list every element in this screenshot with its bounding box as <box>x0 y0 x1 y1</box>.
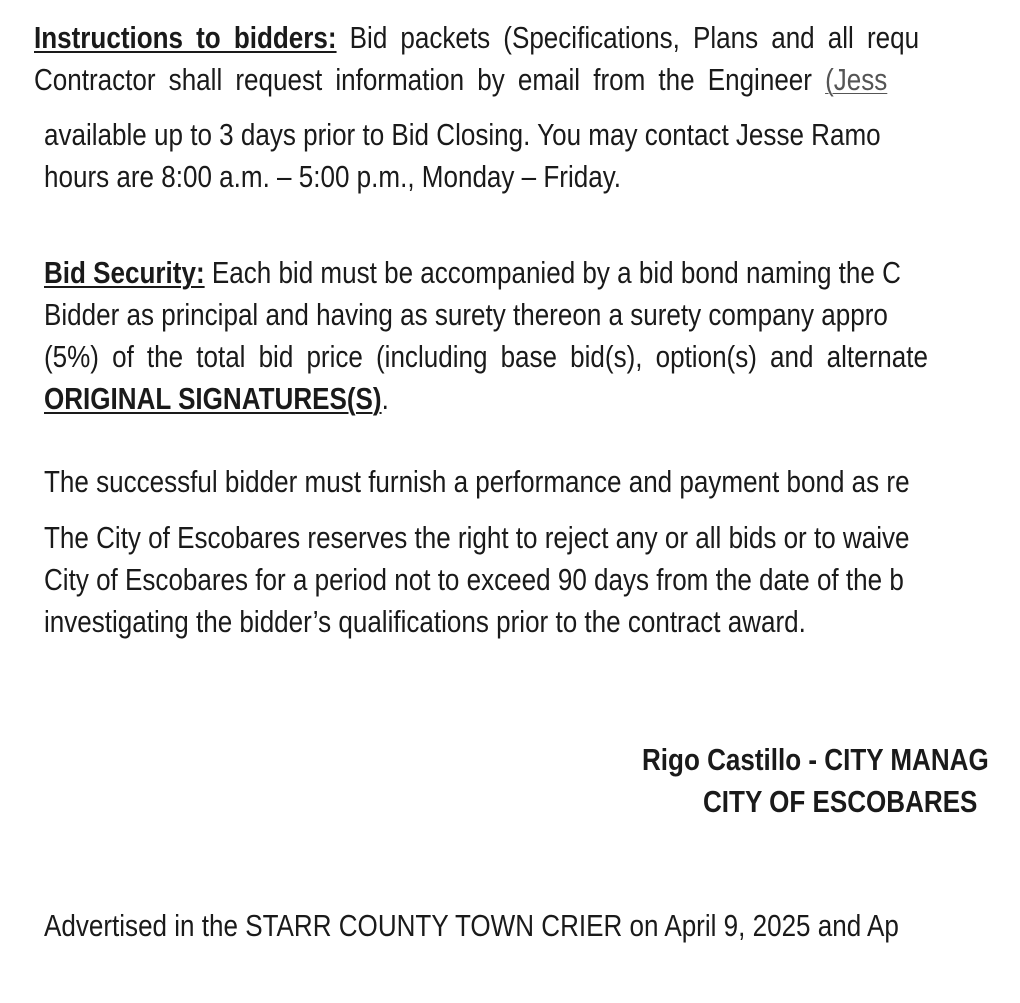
instructions-line-1-text: Bid packets (Specifications, Plans and all requ <box>336 20 920 55</box>
signature-org: CITY OF ESCOBARES <box>703 784 978 819</box>
engineer-email-link[interactable]: (Jess <box>825 62 888 97</box>
instructions-heading: Instructions to bidders: <box>34 20 337 55</box>
signature-name-title: Rigo Castillo - CITY MANAG <box>642 742 989 777</box>
instructions-line-1 <box>34 19 919 57</box>
original-signatures-text: ORIGINAL SIGNATURES(S) <box>44 381 382 416</box>
bid-security-line-2: Bidder as principal and having as surety thereon a surety company appro <box>44 297 888 332</box>
advertised-line: Advertised in the STARR COUNTY TOWN CRIER on April 9, 2025 and Ap <box>44 908 899 943</box>
instructions-line-4: hours are 8:00 a.m. – 5:00 p.m., Monday – Friday. <box>44 159 622 194</box>
instructions-line-2-text: Contractor shall request information by email from the Engineer <box>34 62 826 97</box>
bid-security-line-4 <box>44 380 389 418</box>
reserve-line-1: The City of Escobares reserves the right to reject any or all bids or to waive <box>44 520 910 555</box>
bid-security-heading: Bid Security: <box>44 255 205 290</box>
bid-security-line-1-text: Each bid must be accompanied by a bid bond naming the C <box>204 255 901 290</box>
bid-security-line-3: (5%) of the total bid price (including base bid(s), option(s) and alternate <box>44 339 928 374</box>
reserve-line-3: investigating the bidder’s qualifications prior to the contract award. <box>44 604 806 639</box>
bid-security-line-4-end: . <box>381 381 389 416</box>
bid-security-line-1 <box>44 254 901 292</box>
performance-bond-line: The successful bidder must furnish a performance and payment bond as re <box>44 464 910 499</box>
instructions-line-3: available up to 3 days prior to Bid Closing. You may contact Jesse Ramo <box>44 117 881 152</box>
reserve-line-2: City of Escobares for a period not to exceed 90 days from the date of the b <box>44 562 904 597</box>
instructions-line-2 <box>34 61 887 99</box>
